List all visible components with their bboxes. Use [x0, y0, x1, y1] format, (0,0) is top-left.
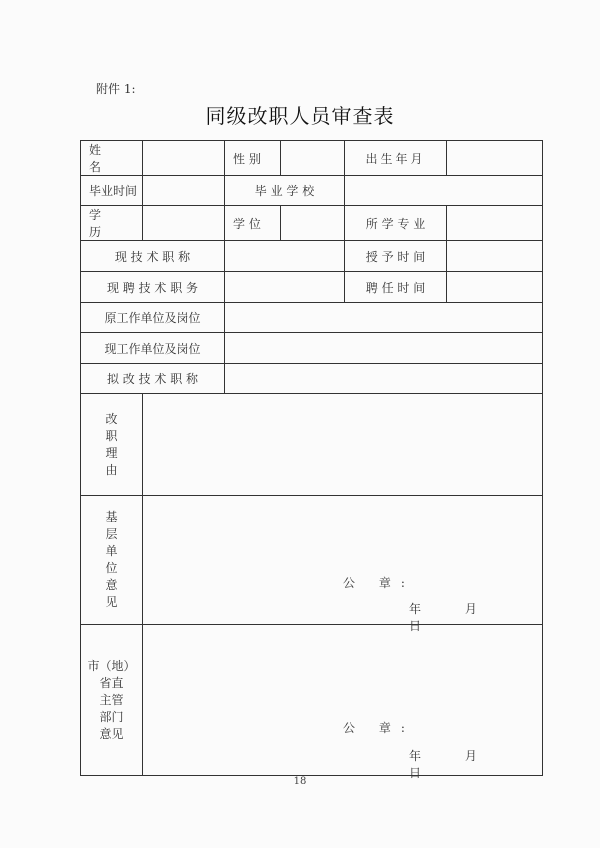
gender-label: 性 别	[225, 141, 281, 176]
reason-value-cell[interactable]	[143, 394, 543, 496]
reason-label	[81, 394, 143, 496]
grassroots-opinion-cell[interactable]	[143, 496, 543, 633]
grassroots-char: 基	[105, 510, 118, 524]
proposed-title-value-cell[interactable]	[225, 364, 543, 394]
gender-value-cell[interactable]	[281, 141, 345, 176]
grad-time-label: 毕业时间	[81, 176, 143, 206]
grassroots-label	[81, 496, 143, 625]
row-reason	[81, 394, 543, 496]
reason-char: 职	[105, 428, 118, 443]
degree-value-cell[interactable]	[281, 206, 345, 241]
grassroots-seal-label: 公 章:	[343, 576, 415, 590]
education-value-cell[interactable]	[143, 206, 225, 241]
current-unit-label: 现工作单位及岗位	[81, 333, 225, 364]
grassroots-char: 见	[105, 595, 118, 609]
birth-label: 出生年月	[345, 141, 447, 176]
department-date-year: 年	[409, 749, 422, 763]
row-education	[81, 206, 543, 241]
grassroots-char: 意	[105, 578, 118, 592]
department-date-day: 日	[409, 766, 422, 780]
department-line: 主管	[99, 692, 124, 707]
page-title: 同级改职人员审查表	[205, 104, 395, 128]
row-grassroots-opinion	[81, 496, 543, 625]
grassroots-date-month: 月	[464, 602, 477, 616]
major-label: 所 学 专 业	[345, 206, 447, 241]
department-label	[81, 625, 143, 776]
grassroots-date-day: 日	[409, 619, 422, 633]
name-value-cell[interactable]	[143, 141, 225, 176]
row-current-title	[81, 241, 543, 272]
current-post-value-cell[interactable]	[225, 272, 345, 303]
reason-char: 由	[105, 462, 118, 477]
original-unit-label: 原工作单位及岗位	[81, 303, 225, 333]
department-opinion-cell[interactable]	[143, 625, 543, 780]
grant-time-value-cell[interactable]	[447, 241, 543, 272]
page-number: 18	[293, 776, 307, 787]
department-line: 省直	[99, 675, 124, 690]
department-date-month: 月	[464, 749, 477, 763]
grad-time-value-cell[interactable]	[143, 176, 225, 206]
department-line: 意见	[99, 726, 124, 741]
grassroots-date-year: 年	[409, 602, 422, 616]
original-unit-value-cell[interactable]	[225, 303, 543, 333]
grad-school-label: 毕 业 学 校	[225, 176, 345, 206]
department-line: 部门	[99, 709, 124, 724]
grassroots-char: 层	[105, 527, 118, 541]
degree-label: 学 位	[225, 206, 281, 241]
hire-time-label: 聘 任 时 间	[345, 272, 447, 303]
reason-char: 理	[105, 445, 118, 460]
attachment-label: 附件 1:	[96, 82, 136, 96]
row-department-opinion	[81, 625, 543, 776]
department-line: 市（地）	[87, 658, 136, 673]
row-current-post	[81, 272, 543, 303]
department-seal-label: 公 章:	[343, 721, 415, 735]
review-form-table	[80, 140, 543, 780]
grassroots-char: 位	[105, 561, 118, 575]
hire-time-value-cell[interactable]	[447, 272, 543, 303]
current-post-label: 现 聘 技 术 职 务	[81, 272, 225, 303]
row-basic-info	[81, 141, 543, 176]
reason-char: 改	[105, 411, 118, 426]
current-unit-value-cell[interactable]	[225, 333, 543, 364]
row-current-unit	[81, 333, 543, 364]
current-title-value-cell[interactable]	[225, 241, 345, 272]
proposed-title-label: 拟 改 技 术 职 称	[81, 364, 225, 394]
row-proposed-title	[81, 364, 543, 394]
grassroots-char: 单	[105, 544, 118, 558]
major-value-cell[interactable]	[447, 206, 543, 241]
current-title-label: 现 技 术 职 称	[81, 241, 225, 272]
birth-value-cell[interactable]	[447, 141, 543, 176]
row-original-unit	[81, 303, 543, 333]
education-label: 学 历	[81, 206, 143, 241]
name-label: 姓 名	[81, 141, 143, 176]
grad-school-value-cell[interactable]	[345, 176, 543, 206]
grant-time-label: 授 予 时 间	[345, 241, 447, 272]
row-graduation	[81, 176, 543, 206]
